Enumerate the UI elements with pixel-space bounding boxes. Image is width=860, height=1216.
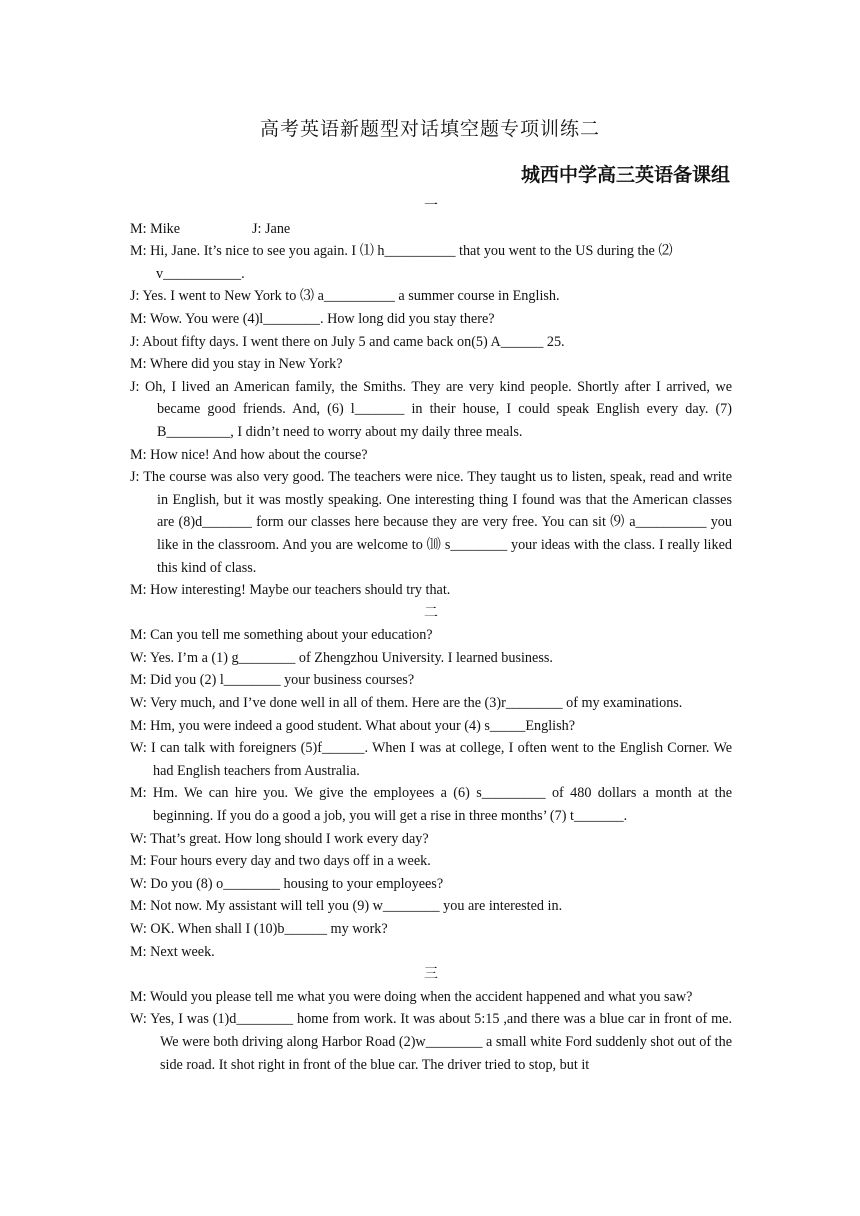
dialogue-line: W: Do you (8) o________ housing to your employees? <box>130 875 444 892</box>
dialogue-line: M: Hm. We can hire you. We give the employees a (6) s_________ of 480 dollars a month at the beginning. If you do a good a job, you will get a rise in three months’ (7) t_______. <box>130 785 732 825</box>
document-content <box>130 195 732 1076</box>
dialogue-line: W: Yes, I was (1)d________ home from work. It was about 5:15 ,and there was a blue car in front of me. We were both driving along Harbor Road (2)w________ a small white Ford suddenly shot out of the side road. It shot right in front of the blue car. The driver tried to stop, but it <box>130 1011 732 1073</box>
dialogue-line: J: About fifty days. I went there on July 5 and came back on(5) A______ 25. <box>130 333 565 350</box>
dialogue-line: W: Yes. I’m a (1) g________ of Zhengzhou University. I learned business. <box>130 649 553 666</box>
dialogue-line: J: The course was also very good. The teachers were nice. They taught us to listen, speak, read and write in English, but it was mostly speaking. One interesting thing I found was that the American classes are (8)d_______ form our classes here because they are very free. You can sit ⑼ a__________ you like in the classroom. And you are welcome to ⑽ s________ your ideas with the class. I really liked this kind of class. <box>130 469 732 576</box>
section-heading-1: 一 <box>424 198 438 214</box>
dialogue-line: v___________. <box>156 265 245 282</box>
dialogue-line: J: Oh, I lived an American family, the Smiths. They are very kind people. Shortly after I arrived, we became good friends. And, (6) l_______ in their house, I could speak English every day. (7) B_________, I didn’t need to worry about my daily three meals. <box>130 378 732 440</box>
dialogue-line: W: I can talk with foreigners (5)f______. When I was at college, I often went to the English Corner. We had English teachers from Australia. <box>130 740 732 779</box>
section-heading-2: 二 <box>424 604 438 621</box>
dialogue-line: M: Wow. You were (4)l________. How long did you stay there? <box>130 310 495 327</box>
page-subtitle: 城西中学高三英语备课组 <box>520 164 730 186</box>
dialogue-line: M: Did you (2) l________ your business courses? <box>130 672 415 689</box>
dialogue-line: W: OK. When shall I (10)b______ my work? <box>130 921 388 937</box>
dialogue-line: W: Very much, and I’ve done well in all of them. Here are the (3)r________ of my examinations. <box>130 695 683 712</box>
dialogue-line: M: Where did you stay in New York? <box>130 356 343 373</box>
page-title: 高考英语新题型对话填空题专项训练二 <box>259 118 600 140</box>
dialogue-line: M: Four hours every day and two days off in a week. <box>130 853 431 870</box>
dialogue-line: M: Hi, Jane. It’s nice to see you again. I ⑴ h__________ that you went to the US during the ⑵ <box>130 243 673 260</box>
dialogue-line: M: How nice! And how about the course? <box>130 446 368 463</box>
section-heading-3: 三 <box>424 966 438 983</box>
dialogue-line: M: Hm, you were indeed a good student. What about your (4) s_____English? <box>130 717 575 734</box>
speaker-m: M: Mike <box>130 220 181 237</box>
speaker-list <box>130 218 732 241</box>
speaker-j: J: Jane <box>252 220 291 237</box>
dialogue-line: M: Next week. <box>130 943 215 960</box>
dialogue-line: M: Not now. My assistant will tell you (9) w________ you are interested in. <box>130 898 563 915</box>
dialogue-line: W: That’s great. How long should I work every day? <box>130 830 429 847</box>
dialogue-line: M: Would you please tell me what you were doing when the accident happened and what you saw? <box>130 988 693 1005</box>
dialogue-line: M: Can you tell me something about your education? <box>130 627 433 644</box>
dialogue-line: J: Yes. I went to New York to ⑶ a__________ a summer course in English. <box>130 288 560 305</box>
dialogue-line: M: How interesting! Maybe our teachers should try that. <box>130 582 451 599</box>
